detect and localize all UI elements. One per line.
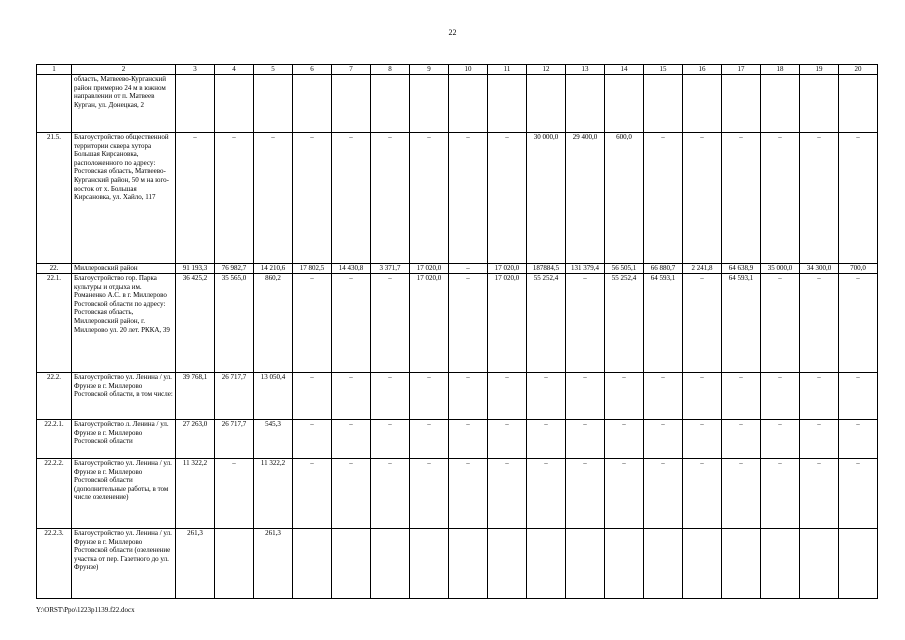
value-cell: – xyxy=(332,274,371,373)
table-row xyxy=(37,274,878,373)
row-name: Благоустройство ул. Ленина / ул. Фрунзе в г. Миллерово Ростовской области (озеленение участка от пер. Газетного до ул. Фрунзе) xyxy=(72,529,176,599)
value-cell: – xyxy=(761,420,800,459)
value-cell: – xyxy=(488,420,527,459)
value-cell: 29 400,0 xyxy=(566,133,605,264)
value-cell xyxy=(332,529,371,599)
value-cell xyxy=(371,75,410,133)
value-cell: – xyxy=(293,133,332,264)
value-cell: – xyxy=(332,420,371,459)
value-cell xyxy=(644,75,683,133)
row-name: Миллеровский район xyxy=(72,264,176,274)
value-cell: – xyxy=(449,264,488,274)
row-name: Благоустройство ул. Ленина / ул. Фрунзе в г. Миллерово Ростовской области (дополнительные работы, в том числе озеленение) xyxy=(72,459,176,529)
value-cell: – xyxy=(371,420,410,459)
value-cell: 11 322,2 xyxy=(254,459,293,529)
value-cell: – xyxy=(605,459,644,529)
value-cell xyxy=(605,75,644,133)
value-cell: – xyxy=(410,133,449,264)
value-cell: 55 252,4 xyxy=(605,274,644,373)
value-cell: – xyxy=(644,459,683,529)
value-cell xyxy=(371,529,410,599)
value-cell: 860,2 xyxy=(254,274,293,373)
value-cell: – xyxy=(176,133,215,264)
value-cell: – xyxy=(839,133,878,264)
value-cell: – xyxy=(332,133,371,264)
row-number: 22. xyxy=(37,264,72,274)
column-header: 15 xyxy=(644,65,683,75)
value-cell: 36 425,2 xyxy=(176,274,215,373)
row-number: 22.1. xyxy=(37,274,72,373)
table-row xyxy=(37,459,878,529)
value-cell: – xyxy=(332,373,371,420)
value-cell: – xyxy=(527,373,566,420)
value-cell: 91 193,3 xyxy=(176,264,215,274)
value-cell: 27 263,0 xyxy=(176,420,215,459)
value-cell: – xyxy=(566,420,605,459)
value-cell: – xyxy=(644,420,683,459)
value-cell: 545,3 xyxy=(254,420,293,459)
value-cell: 35 565,0 xyxy=(215,274,254,373)
header-row xyxy=(37,65,878,75)
value-cell: 34 300,0 xyxy=(800,264,839,274)
value-cell: – xyxy=(371,373,410,420)
value-cell xyxy=(254,75,293,133)
column-header: 11 xyxy=(488,65,527,75)
value-cell xyxy=(800,529,839,599)
value-cell: – xyxy=(605,373,644,420)
value-cell: – xyxy=(800,274,839,373)
column-header: 6 xyxy=(293,65,332,75)
value-cell: 600,0 xyxy=(605,133,644,264)
value-cell: – xyxy=(722,373,761,420)
row-name: Благоустройство гор. Парка культуры и отдыха им. Романенко А.С. в г. Миллерово Ростовской области по адресу: Ростовская область, Миллеровский район, г. Миллерово ул. 20 лет. РККА, 39 xyxy=(72,274,176,373)
value-cell: 30 000,0 xyxy=(527,133,566,264)
column-header: 10 xyxy=(449,65,488,75)
value-cell: – xyxy=(410,373,449,420)
value-cell xyxy=(488,75,527,133)
value-cell: – xyxy=(527,459,566,529)
value-cell: 17 020,0 xyxy=(410,264,449,274)
value-cell: 64 593,1 xyxy=(644,274,683,373)
value-cell xyxy=(644,529,683,599)
table-row xyxy=(37,264,878,274)
value-cell xyxy=(332,75,371,133)
value-cell: – xyxy=(449,420,488,459)
value-cell: – xyxy=(761,133,800,264)
value-cell: 76 982,7 xyxy=(215,264,254,274)
value-cell: – xyxy=(839,274,878,373)
column-header: 13 xyxy=(566,65,605,75)
value-cell: – xyxy=(800,420,839,459)
value-cell xyxy=(761,75,800,133)
value-cell: – xyxy=(332,459,371,529)
value-cell: – xyxy=(683,274,722,373)
value-cell: 26 717,7 xyxy=(215,420,254,459)
value-cell: – xyxy=(488,373,527,420)
value-cell xyxy=(722,529,761,599)
value-cell: – xyxy=(761,274,800,373)
value-cell: 11 322,2 xyxy=(176,459,215,529)
value-cell xyxy=(488,529,527,599)
value-cell xyxy=(800,75,839,133)
value-cell: – xyxy=(722,420,761,459)
row-name: область, Матвеево-Курганский район примерно 24 м в южном направлении от п. Матвеев Курган, ул. Донецкая, 2 xyxy=(72,75,176,133)
value-cell: 17 020,0 xyxy=(488,274,527,373)
value-cell: 187884,5 xyxy=(527,264,566,274)
value-cell: – xyxy=(293,373,332,420)
row-name: Благоустройство ул. Ленина / ул. Фрунзе в г. Миллерово Ростовской области, в том числе: xyxy=(72,373,176,420)
value-cell: 64 638,9 xyxy=(722,264,761,274)
value-cell: – xyxy=(839,373,878,420)
row-name: Благоустройство л. Ленина / ул. Фрунзе в г. Миллерово Ростовской области xyxy=(72,420,176,459)
value-cell: 66 880,7 xyxy=(644,264,683,274)
file-path-footer: Y:\ORST\Ppo\1223p1139.f22.docx xyxy=(36,606,135,614)
row-name: Благоустройство общественной территории сквера хутора Большая Кирсановка, расположенного по адресу: Ростовская область, Матвеево-Курганский район, 50 м на юго-восток от х. Большая Кирсановка, ул. Хайло, 117 xyxy=(72,133,176,264)
column-header: 18 xyxy=(761,65,800,75)
value-cell: – xyxy=(293,420,332,459)
value-cell xyxy=(215,529,254,599)
value-cell: 35 000,0 xyxy=(761,264,800,274)
value-cell: – xyxy=(566,274,605,373)
value-cell: – xyxy=(566,459,605,529)
value-cell: – xyxy=(488,133,527,264)
value-cell: – xyxy=(449,373,488,420)
value-cell: 64 593,1 xyxy=(722,274,761,373)
value-cell: – xyxy=(800,133,839,264)
value-cell xyxy=(410,529,449,599)
value-cell xyxy=(839,75,878,133)
value-cell xyxy=(683,529,722,599)
column-header: 17 xyxy=(722,65,761,75)
value-cell: – xyxy=(254,133,293,264)
value-cell xyxy=(527,75,566,133)
value-cell: – xyxy=(644,373,683,420)
table-body xyxy=(37,75,878,599)
column-header: 3 xyxy=(176,65,215,75)
column-header: 14 xyxy=(605,65,644,75)
value-cell: – xyxy=(410,420,449,459)
table-row xyxy=(37,529,878,599)
value-cell: – xyxy=(605,420,644,459)
table-row xyxy=(37,373,878,420)
value-cell: – xyxy=(527,420,566,459)
value-cell: 55 252,4 xyxy=(527,274,566,373)
value-cell: 26 717,7 xyxy=(215,373,254,420)
value-cell: – xyxy=(449,274,488,373)
value-cell xyxy=(293,75,332,133)
value-cell: 39 768,1 xyxy=(176,373,215,420)
table-row xyxy=(37,133,878,264)
value-cell: 13 050,4 xyxy=(254,373,293,420)
column-header: 19 xyxy=(800,65,839,75)
value-cell: 261,3 xyxy=(176,529,215,599)
value-cell: 2 241,8 xyxy=(683,264,722,274)
value-cell xyxy=(839,529,878,599)
value-cell: – xyxy=(722,459,761,529)
value-cell xyxy=(293,529,332,599)
value-cell: – xyxy=(371,274,410,373)
value-cell: 17 020,0 xyxy=(410,274,449,373)
column-header: 8 xyxy=(371,65,410,75)
value-cell: – xyxy=(800,373,839,420)
value-cell xyxy=(527,529,566,599)
value-cell: – xyxy=(488,459,527,529)
value-cell: – xyxy=(293,274,332,373)
value-cell: – xyxy=(722,133,761,264)
value-cell xyxy=(566,529,605,599)
value-cell: – xyxy=(293,459,332,529)
value-cell: – xyxy=(449,459,488,529)
column-header: 12 xyxy=(527,65,566,75)
value-cell: – xyxy=(215,133,254,264)
value-cell: 131 379,4 xyxy=(566,264,605,274)
value-cell: 3 371,7 xyxy=(371,264,410,274)
row-number: 21.5. xyxy=(37,133,72,264)
value-cell: 17 802,5 xyxy=(293,264,332,274)
value-cell xyxy=(566,75,605,133)
value-cell xyxy=(449,75,488,133)
row-number xyxy=(37,75,72,133)
value-cell xyxy=(215,75,254,133)
value-cell: – xyxy=(683,459,722,529)
table-row xyxy=(37,75,878,133)
column-header: 2 xyxy=(72,65,176,75)
value-cell xyxy=(722,75,761,133)
column-header: 4 xyxy=(215,65,254,75)
value-cell: – xyxy=(800,459,839,529)
value-cell xyxy=(683,75,722,133)
column-header: 9 xyxy=(410,65,449,75)
row-number: 22.2.2. xyxy=(37,459,72,529)
value-cell: – xyxy=(839,420,878,459)
column-header: 16 xyxy=(683,65,722,75)
value-cell: 700,0 xyxy=(839,264,878,274)
value-cell: – xyxy=(683,133,722,264)
value-cell: – xyxy=(761,373,800,420)
value-cell: – xyxy=(839,459,878,529)
value-cell: – xyxy=(215,459,254,529)
row-number: 22.2. xyxy=(37,373,72,420)
value-cell: – xyxy=(371,133,410,264)
value-cell: – xyxy=(566,373,605,420)
value-cell xyxy=(761,529,800,599)
value-cell: 14 430,8 xyxy=(332,264,371,274)
value-cell xyxy=(605,529,644,599)
value-cell: 261,3 xyxy=(254,529,293,599)
value-cell xyxy=(449,529,488,599)
column-header: 20 xyxy=(839,65,878,75)
value-cell xyxy=(410,75,449,133)
table-row xyxy=(37,420,878,459)
value-cell: 14 210,6 xyxy=(254,264,293,274)
value-cell: – xyxy=(683,373,722,420)
row-number: 22.2.3. xyxy=(37,529,72,599)
value-cell: 17 020,0 xyxy=(488,264,527,274)
value-cell: 56 505,1 xyxy=(605,264,644,274)
column-header: 5 xyxy=(254,65,293,75)
value-cell: – xyxy=(683,420,722,459)
page-number: 22 xyxy=(448,28,457,37)
value-cell: – xyxy=(449,133,488,264)
value-cell xyxy=(176,75,215,133)
data-table xyxy=(36,64,878,599)
row-number: 22.2.1. xyxy=(37,420,72,459)
column-header: 7 xyxy=(332,65,371,75)
value-cell: – xyxy=(644,133,683,264)
column-header: 1 xyxy=(37,65,72,75)
value-cell: – xyxy=(371,459,410,529)
value-cell: – xyxy=(761,459,800,529)
value-cell: – xyxy=(410,459,449,529)
